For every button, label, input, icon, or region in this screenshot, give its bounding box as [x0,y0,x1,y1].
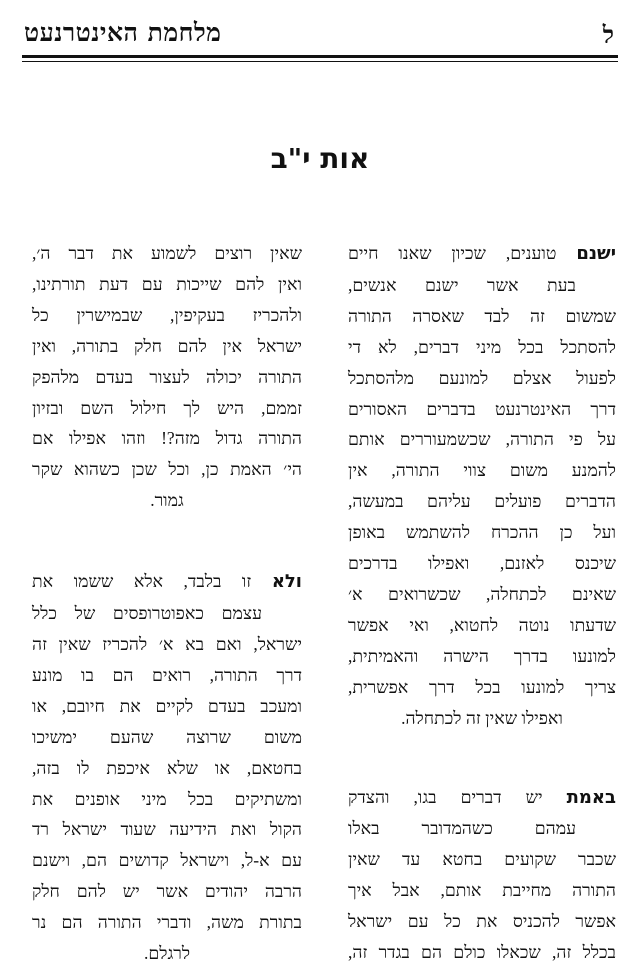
text-line: שדעתו נוטה לחטוא, ואי אפשר [348,614,616,635]
text-line: גמור. [150,490,184,511]
paragraph [348,238,616,734]
section-title: אות י"ב [270,142,370,175]
paragraph-lead-word: ישנם [576,243,616,264]
text-line: צריך למונעו בכל דרך אפשרית, [348,676,616,697]
paragraph [32,238,302,516]
text-line: ואין להם שייכות עם דעת תורתינו, [32,273,302,294]
header-rule-thin [22,61,618,62]
text-line: ומעכב בעדם לקיים את חיובם, או [32,695,302,716]
text-line: הקול ואת הידיעה שעוד ישראל רד [32,819,302,840]
text-line: שאין רוצים לשמוע את דבר ה׳, [32,243,302,263]
text-line: התורה גדול מזה?! וזהו אפילו אם [32,428,302,449]
text-line: עם א-ל, וישראל קדושים הם, וישנם [32,850,302,871]
text-line: על פי התורה, שכשמעוררים אותם [348,429,616,450]
paragraph [348,782,616,968]
text-line: ישראל, ואם בא א׳ להכריז שאין זה [32,633,302,654]
text-line: שכבר שקועים בחטא עד שאין [348,849,616,870]
paragraph [32,566,302,969]
paragraph-first-line [348,238,616,270]
left-column [32,238,302,969]
text-line: ולהכריז בעקיפין, שבמישרין כל [32,304,302,325]
text-line: למונעו בדרך הישרה והאמיתית, [348,645,616,666]
text-line: עצמם כאפוטרופסים של כלל [32,603,262,624]
first-line-text: יש דברים בגו, והצדק [348,786,567,807]
paragraph-lead-word: ולא [271,571,302,593]
text-line: ועל כן ההכרח להשתמש באופן [348,522,616,543]
text-line: בתורת משה, ודברי התורה הם נר [32,912,302,933]
page-number: ל [602,20,614,49]
text-line: בכלל זה, שכאלו כולם הם בגדר זה, [348,942,616,963]
text-line: עמהם כשהמדובר באלו [348,818,576,839]
first-line-text: טוענים, שכיון שאנו חיים [348,243,577,263]
text-line: דרך האינטרנעט בדברים האסורים [348,398,616,419]
paragraph-gap [32,516,302,566]
text-line: ישראל אין להם חלק בתורה, ואין [32,335,302,356]
text-line: אפשר להכניס את כל עם ישראל [348,911,616,932]
running-header [24,18,614,52]
text-line: הי׳ האמת כן, וכל שכן כשהוא שקר [32,459,302,480]
book-title: מלחמת האינטרנעט [24,18,222,47]
right-column [348,238,616,968]
first-line-text: זו בלבד, אלא ששמו את [32,571,272,592]
text-line: בחטאם, או שלא איכפת לו בזה, [32,757,302,778]
paragraph-lead-word: באמת [566,786,616,808]
text-line: להסתכל בכל מיני דברים, לא די [348,336,616,357]
text-line: לרגלם. [143,943,191,964]
text-line: הרבה יהודים אשר יש להם חלק [32,881,302,902]
text-line: הדברים פועלים עליהם במעשה, [348,491,616,512]
text-line: בעת אשר ישנם אנשים, [348,274,576,295]
paragraph-gap [348,734,616,782]
text-line: דרך התורה, רואים הם בו מונע [32,664,302,685]
text-line: שאינם לכתחלה, שכשרואים א׳ [348,583,616,604]
text-line: התורה יכולה לעצור בעדם מלהפק [32,366,302,387]
text-line: זממם, היש לך חילול השם ובזיון [32,397,302,418]
paragraph-first-line [32,566,302,598]
paragraph-first-line [348,782,616,814]
text-line: להמנע משום צווי התורה, אין [348,460,616,481]
text-line: שיכנס לאזנם, ואפילו בדרכים [348,553,616,574]
text-line: התורה מחייבת אותם, אבל איך [348,880,616,901]
text-line: לפעול אצלם למונעם מלהסתכל [348,367,616,388]
text-line: שמשום זה לבד שאסרה התורה [348,305,616,326]
text-line: ומשתיקים בכל מיני אופנים את [32,788,302,809]
text-line: משום שרוצה שהעם ימשיכו [32,726,302,747]
header-rule-thick [22,55,618,58]
text-line: ואפילו שאין זה לכתחלה. [401,707,563,728]
